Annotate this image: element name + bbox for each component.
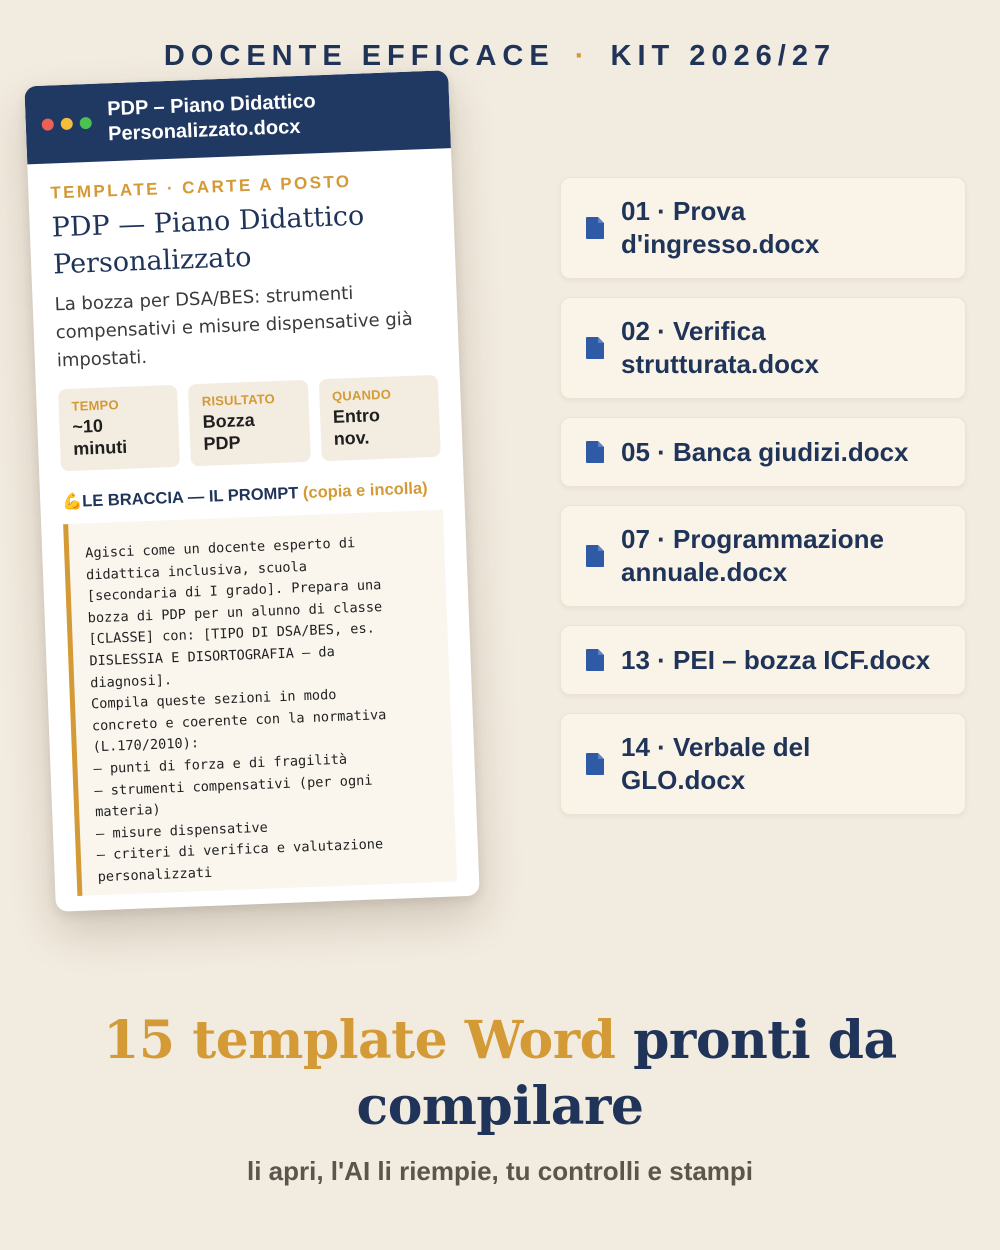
brand-name: DOCENTE EFFICACE (163, 40, 555, 72)
info-value-line: Entro (332, 405, 381, 427)
headline (0, 1008, 1000, 1140)
info-value-line: PDP (203, 432, 241, 454)
document-icon (585, 440, 605, 464)
file-label (621, 523, 884, 589)
file-item[interactable] (560, 713, 966, 815)
file-label (621, 315, 819, 381)
document-description: La bozza per DSA/BES: strumenti compensativi e misure dispensative già impostati. (54, 282, 414, 372)
document-body (27, 148, 479, 897)
info-value-line: Bozza (202, 409, 255, 432)
kit-label: KIT 2026/27 (610, 40, 837, 72)
info-box-quando (318, 375, 440, 462)
document-title-line: PDP — Piano Didattico (51, 200, 365, 244)
prompt-heading (62, 475, 443, 517)
headline-line (0, 1008, 1000, 1074)
info-box-tempo (58, 385, 180, 472)
kicker-separator: · (574, 40, 591, 72)
info-box-risultato (188, 380, 310, 467)
page-kicker (0, 40, 1000, 73)
prompt-heading-label: LE BRACCIA — IL PROMPT (81, 484, 299, 511)
file-label-line: 14 · Verbale del (621, 732, 811, 762)
flexed-biceps-icon: 💪 (61, 493, 83, 512)
info-value-line: ~10 (72, 415, 104, 437)
prompt-box[interactable] (63, 510, 457, 896)
file-label-line: GLO.docx (621, 765, 746, 795)
file-item[interactable] (560, 177, 966, 279)
headline-line: compilare (356, 1076, 644, 1137)
file-item[interactable] (560, 297, 966, 399)
file-label-line: strutturata.docx (621, 349, 819, 379)
info-label: RISULTATO (201, 391, 276, 409)
window-controls (42, 117, 92, 131)
file-label (621, 195, 819, 261)
file-label (621, 731, 810, 797)
document-icon (585, 336, 605, 360)
file-item[interactable] (560, 625, 966, 695)
prompt-text[interactable]: Agisci come un docente esperto di didattica inclusiva, scuola [secondaria di I grado]. Prepara una bozza di PDP per un alunno di classe [CLASSE] con: [TIPO DI DSA/BES, es. DISLESSIA E DISORTOGRAFIA — da diagnosi]. Compila queste sezioni in modo concreto e coerente con la normativa (L.170/2010): — punti di forza e di fragilità — strumenti compensativi (per ogni materia) — misure dispensative — criteri di verifica e valutazione personalizzati (84, 535, 387, 886)
headline-accent: 15 template Word (103, 1010, 616, 1071)
window-title (107, 89, 317, 147)
document-kicker: TEMPLATE · CARTE A POSTO (50, 171, 352, 203)
info-value (72, 412, 168, 460)
file-item[interactable] (560, 417, 966, 487)
file-label-line: 13 · PEI – bozza ICF.docx (621, 644, 931, 675)
file-label-line: d'ingresso.docx (621, 229, 820, 259)
file-label-line: annuale.docx (621, 557, 788, 587)
file-label (621, 436, 909, 469)
info-label: QUANDO (331, 386, 392, 404)
prompt-heading-note: (copia e incolla) (302, 479, 428, 503)
file-label (621, 644, 930, 677)
document-title-line: Personalizzato (52, 241, 253, 281)
info-row (58, 375, 441, 472)
document-window (24, 70, 479, 912)
file-label-line: 01 · Prova (621, 196, 746, 226)
document-title (51, 195, 434, 284)
info-value (202, 407, 298, 455)
subline: li apri, l'AI li riempie, tu controlli e stampi (246, 1156, 754, 1186)
file-label-line: 02 · Verifica (621, 316, 766, 346)
window-title-line: Personalizzato.docx (107, 115, 301, 146)
maximize-dot-icon[interactable] (80, 117, 92, 129)
info-value (332, 402, 428, 450)
document-icon (585, 648, 605, 672)
minimize-dot-icon[interactable] (61, 118, 73, 130)
headline-rest: pronti da (633, 1010, 897, 1071)
file-label-line: 05 · Banca giudizi.docx (621, 436, 909, 467)
window-title-line: PDP – Piano Didattico (106, 90, 317, 121)
file-item[interactable] (560, 505, 966, 607)
document-icon (585, 752, 605, 776)
file-label-line: 07 · Programmazione (621, 524, 884, 554)
info-value-line: minuti (72, 436, 128, 459)
document-icon (585, 216, 605, 240)
info-value-line: nov. (333, 427, 370, 449)
close-dot-icon[interactable] (42, 118, 54, 130)
document-icon (585, 544, 605, 568)
info-label: TEMPO (71, 397, 120, 414)
